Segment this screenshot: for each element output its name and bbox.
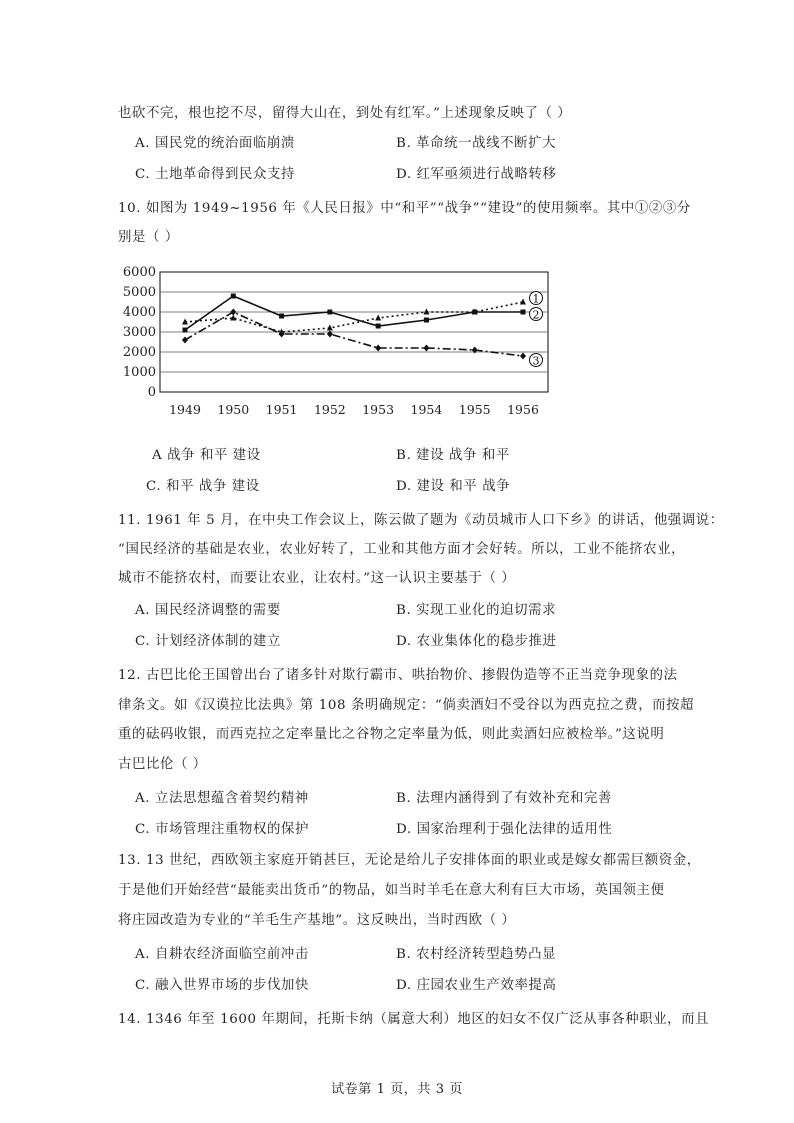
x-tick-label: 1953: [362, 402, 395, 417]
q10-option-b[interactable]: B. 建设 战争 和平: [396, 448, 510, 463]
q11-stem-line3: 城市不能挤农村，而要让农业，让农村。”这一认识主要基于（ ）: [118, 571, 516, 586]
q12-stem-line1: 12. 古巴比伦王国曾出台了诸多针对欺行霸市、哄抬物价、掺假伪造等不正当竞争现象的法: [118, 668, 678, 683]
y-tick-label: 5000: [122, 285, 156, 300]
x-tick-label: 1952: [313, 402, 346, 417]
q10-option-d[interactable]: D. 建设 和平 战争: [396, 479, 511, 494]
q12-option-a[interactable]: A. 立法思想蕴含着契约精神: [135, 791, 309, 806]
data-point: [182, 319, 188, 325]
word-frequency-chart: [118, 262, 558, 440]
data-point: [423, 309, 429, 315]
q13-stem-line1: 13. 13 世纪，西欧领主家庭开销甚巨，无论是给儿子安排体面的职业或是嫁女都需巨额资金，: [118, 853, 701, 868]
q10-stem-line1: 10. 如图为 1949~1956 年《人民日报》中“和平”“战争”“建设”的使用频率。其中①②③分: [118, 201, 691, 216]
data-point: [472, 347, 478, 354]
y-tick-label: 4000: [122, 305, 156, 320]
q14-stem-line1: 14. 1346 年至 1600 年期间，托斯卡纳（属意大利）地区的妇女不仅广泛从事各种职业，而且: [118, 1012, 710, 1027]
q9-option-c[interactable]: C. 土地革命得到民众支持: [135, 167, 295, 182]
q11-option-d[interactable]: D. 农业集体化的稳步推进: [396, 634, 557, 649]
q13-stem-line2: 于是他们开始经营“最能卖出货币”的物品，如当时羊毛在意大利有巨大市场，英国领主便: [118, 883, 665, 898]
series-label: 2: [532, 308, 540, 322]
data-point: [182, 337, 188, 344]
data-point: [327, 331, 333, 338]
data-point: [327, 310, 332, 315]
data-point: [424, 318, 429, 323]
q9-option-b[interactable]: B. 革命统一战线不断扩大: [396, 136, 557, 151]
chart-y-axis: [123, 265, 156, 400]
q12-option-c[interactable]: C. 市场管理注重物权的保护: [135, 822, 309, 837]
q11-option-b[interactable]: B. 实现工业化的迫切需求: [396, 603, 557, 618]
q12-option-b[interactable]: B. 法理内涵得到了有效补充和完善: [396, 791, 613, 806]
q11-option-c[interactable]: C. 计划经济体制的建立: [135, 634, 281, 649]
q12-stem-line2: 律条文。如《汉谟拉比法典》第 108 条明确规定：“倘卖酒妇不受谷以为西克拉之费，而按超: [118, 698, 695, 713]
q11-stem-line1: 11. 1961 年 5 月，在中央工作会议上，陈云做了题为《动员城市人口下乡》的讲话，他强调说：: [118, 513, 724, 528]
q13-option-b[interactable]: B. 农村经济转型趋势凸显: [396, 947, 557, 962]
data-point: [279, 314, 284, 319]
x-tick-label: 1950: [217, 402, 250, 417]
x-tick-label: 1951: [265, 402, 298, 417]
page-footer: 试卷第 1 页，共 3 页: [331, 1082, 463, 1097]
data-point: [375, 345, 381, 352]
x-tick-label: 1956: [507, 402, 539, 417]
q11-option-a[interactable]: A. 国民经济调整的需要: [135, 603, 281, 618]
series-label: 3: [532, 354, 540, 368]
q9-option-a[interactable]: A. 国民党的统治面临崩溃: [135, 136, 295, 151]
q13-option-c[interactable]: C. 融入世界市场的步伐加快: [135, 978, 309, 993]
data-point: [521, 310, 526, 315]
q10-option-c[interactable]: C. 和平 战争 建设: [146, 479, 260, 494]
q13-stem-line3: 将庄园改造为专业的“羊毛生产基地”。这反映出，当时西欧（ ）: [118, 913, 516, 928]
series-label: 1: [532, 292, 540, 306]
series-line-1: [185, 302, 523, 332]
x-tick-label: 1949: [169, 402, 201, 417]
data-point: [376, 324, 381, 329]
q10-stem-line2: 别是（ ）: [118, 230, 179, 245]
chart-gridlines: [160, 272, 548, 392]
data-point: [423, 345, 429, 352]
x-tick-label: 1955: [458, 402, 491, 417]
data-point: [183, 328, 188, 333]
y-tick-label: 0: [147, 385, 156, 400]
y-tick-label: 3000: [122, 325, 156, 340]
data-point: [520, 299, 526, 305]
q9-option-d[interactable]: D. 红军亟须进行战略转移: [396, 167, 557, 182]
q12-stem-line3: 重的砝码收银，而西克拉之定率量比之谷物之定率量为低，则此卖酒妇应被检举。”这说明: [118, 727, 665, 742]
data-point: [230, 309, 236, 316]
q11-stem-line2: “国民经济的基础是农业，农业好转了，工业和其他方面才会好转。所以，工业不能挤农业，: [118, 542, 686, 557]
data-point: [472, 310, 477, 315]
q13-option-a[interactable]: A. 自耕农经济面临空前冲击: [135, 947, 309, 962]
q12-stem-line4: 古巴比伦（ ）: [118, 757, 207, 772]
q10-option-a[interactable]: A 战争 和平 建设: [152, 448, 261, 463]
data-point: [375, 315, 381, 321]
x-tick-label: 1954: [410, 402, 443, 417]
y-tick-label: 6000: [122, 265, 156, 280]
y-tick-label: 2000: [122, 345, 156, 360]
data-point: [520, 353, 526, 360]
chart-series: [182, 292, 543, 368]
chart-x-axis: [169, 402, 539, 417]
q12-option-d[interactable]: D. 国家治理利于强化法律的适用性: [396, 822, 613, 837]
y-tick-label: 1000: [122, 365, 156, 380]
q13-option-d[interactable]: D. 庄园农业生产效率提高: [396, 978, 557, 993]
q9-text: 也砍不完，根也挖不尽，留得大山在，到处有红军。”上述现象反映了（ ）: [118, 106, 572, 121]
data-point: [231, 294, 236, 299]
